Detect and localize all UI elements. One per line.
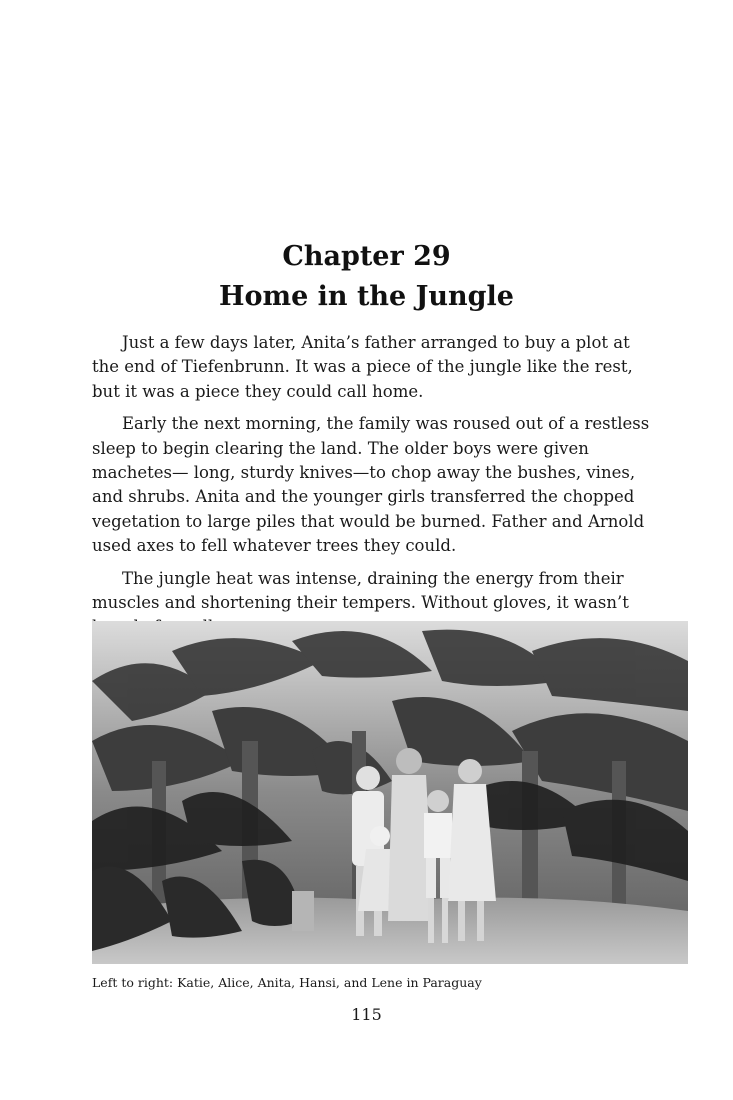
page-number: 115 xyxy=(351,1005,382,1024)
family-photo xyxy=(92,621,688,964)
chapter-body xyxy=(92,331,652,648)
jungle-photo-illustration xyxy=(92,621,688,964)
paragraph-3: The jungle heat was intense, draining the energy from their muscles and shortening their tempers. Without gloves, it wasn’t xyxy=(92,568,629,613)
paragraph-1: Just a few days later, Anita’s father arranged to buy a plot at the end of Tiefenbrunn. It was a piece of the jungle like the rest, but it was a piece they could call home. xyxy=(92,333,633,401)
paragraph-2: Early the next morning, the family was roused out of a restless sleep to begin clearing the land. The older boys were given machetes— long, sturdy knives—to chop away the bushes, vines, and shrubs. Anita and the younger girls transferred the chopped vegetation to large piles that would be burned. Father and Arnold used axes to fell whatever trees they could. xyxy=(92,414,650,556)
chapter-heading xyxy=(0,237,733,317)
chapter-number: Chapter 29 xyxy=(282,241,451,272)
photo-caption: Left to right: Katie, Alice, Anita, Hansi, and Lene in Paraguay xyxy=(92,975,482,990)
chapter-title: Home in the Jungle xyxy=(219,281,514,312)
